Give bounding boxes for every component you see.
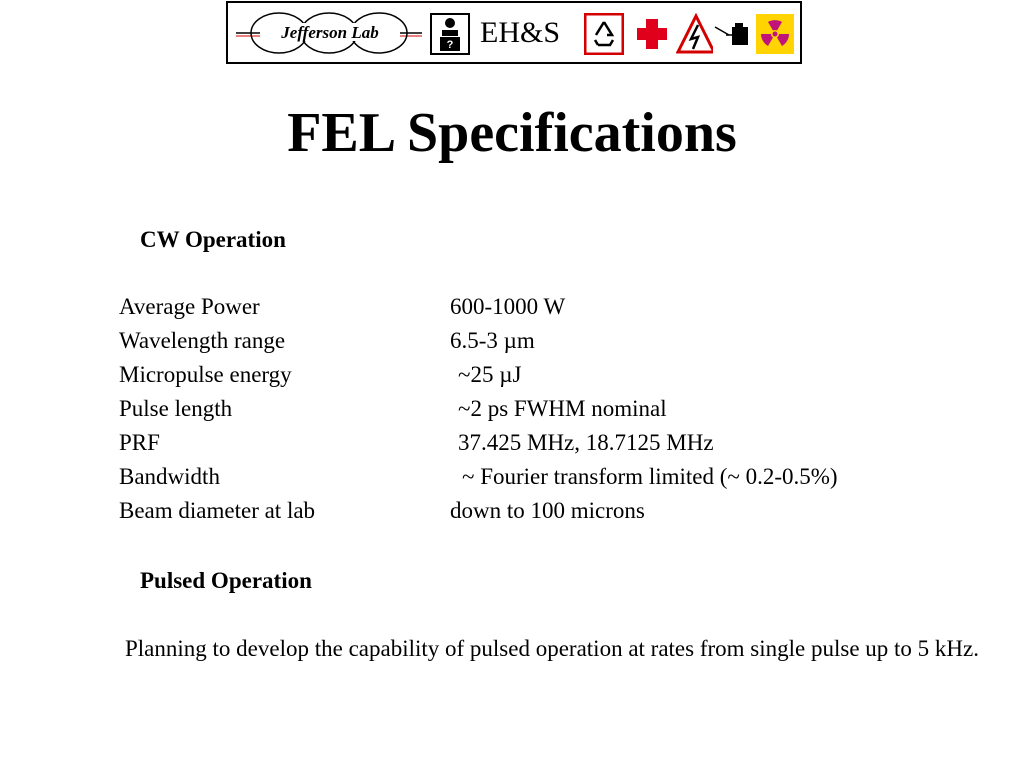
recycle-icon xyxy=(584,13,624,55)
spec-label: Average Power xyxy=(119,294,260,319)
cw-operation-heading: CW Operation xyxy=(140,227,286,252)
radiation-icon xyxy=(755,13,795,55)
spec-value: ~ Fourier transform limited (~ 0.2-0.5%) xyxy=(462,464,838,489)
spec-row-micropulse-energy xyxy=(119,360,979,390)
svg-text:?: ? xyxy=(446,39,454,51)
spec-row-pulse-length xyxy=(119,394,979,424)
electric-hazard-icon xyxy=(676,13,716,55)
pulsed-operation-heading: Pulsed Operation xyxy=(140,568,312,593)
spec-label: Micropulse energy xyxy=(119,362,292,387)
spec-value: 37.425 MHz, 18.7125 MHz xyxy=(458,430,714,455)
spec-value: ~25 µJ xyxy=(458,362,522,387)
pulsed-operation-paragraph: Planning to develop the capability of pulsed operation at rates from single pulse up to 5 kHz. xyxy=(125,636,979,661)
spec-value: 600-1000 W xyxy=(450,294,566,319)
spec-value: 6.5-3 µm xyxy=(450,328,535,353)
jefferson-lab-logo xyxy=(234,7,424,59)
spec-value: down to 100 microns xyxy=(450,498,645,523)
spec-row-beam-diameter xyxy=(119,496,979,526)
spec-row-average-power xyxy=(119,292,979,322)
spec-label: Pulse length xyxy=(119,396,233,421)
slide-title: FEL Specifications xyxy=(287,102,737,164)
header-banner xyxy=(226,1,802,64)
spec-row-prf xyxy=(119,428,979,458)
spec-value: ~2 ps FWHM nominal xyxy=(458,396,667,421)
spec-row-wavelength-range xyxy=(119,326,979,356)
spec-label: Beam diameter at lab xyxy=(119,498,316,523)
spec-label: Wavelength range xyxy=(119,328,286,353)
spec-label: Bandwidth xyxy=(119,464,220,489)
first-aid-icon xyxy=(632,13,672,55)
info-icon xyxy=(430,13,470,55)
ehs-label: EH&S xyxy=(480,16,561,49)
spec-row-bandwidth xyxy=(119,462,979,492)
spec-label: PRF xyxy=(119,430,160,455)
svg-text:Jefferson Lab: Jefferson Lab xyxy=(281,23,379,42)
laser-icon xyxy=(712,13,752,55)
